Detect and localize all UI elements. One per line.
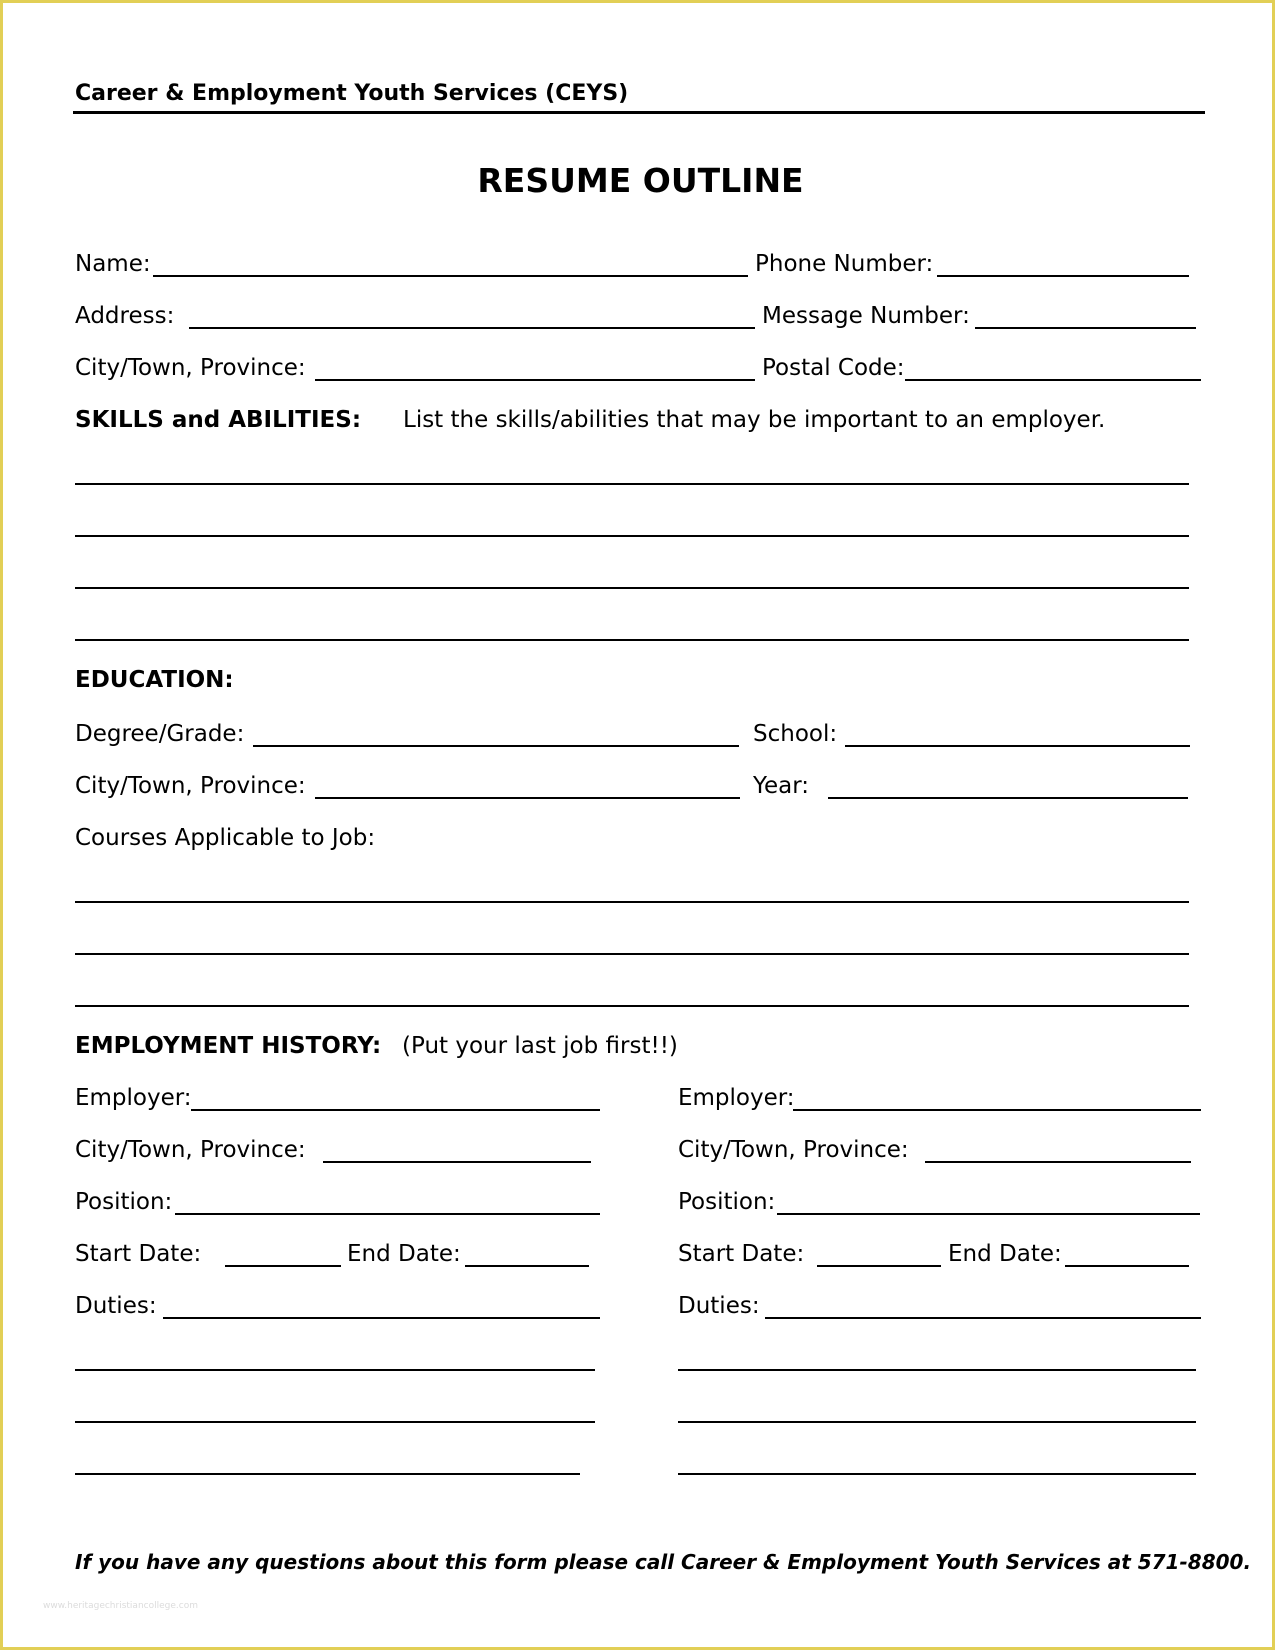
right-start-field[interactable] — [817, 1265, 941, 1267]
address-label: Address: — [75, 303, 175, 329]
postal-field[interactable] — [905, 379, 1201, 381]
header-rule — [73, 111, 1205, 114]
city-label: City/Town, Province: — [75, 355, 306, 381]
courses-line-1[interactable] — [75, 901, 1189, 903]
left-position-field[interactable] — [175, 1213, 600, 1215]
left-end-label: End Date: — [347, 1241, 461, 1267]
watermark: www.heritagechristiancollege.com — [43, 1601, 198, 1611]
right-position-label: Position: — [678, 1189, 776, 1215]
employment-note: (Put your last job first!!) — [402, 1033, 678, 1059]
left-duties-field[interactable] — [163, 1317, 600, 1319]
page-title: RESUME OUTLINE — [477, 161, 804, 200]
footer-note: If you have any questions about this form please call Career & Employment Youth Services at 571-8800. — [75, 1550, 1252, 1574]
organization-name: Career & Employment Youth Services (CEYS) — [75, 81, 629, 106]
left-duties-line-1[interactable] — [75, 1369, 595, 1371]
courses-label: Courses Applicable to Job: — [75, 825, 376, 851]
degree-field[interactable] — [253, 745, 739, 747]
right-duties-line-3[interactable] — [678, 1473, 1196, 1475]
employment-heading: EMPLOYMENT HISTORY: — [75, 1033, 382, 1059]
right-start-label: Start Date: — [678, 1241, 805, 1267]
phone-field[interactable] — [937, 275, 1189, 277]
right-duties-label: Duties: — [678, 1293, 760, 1319]
courses-line-3[interactable] — [75, 1005, 1189, 1007]
right-employer-field[interactable] — [793, 1109, 1201, 1111]
left-duties-line-2[interactable] — [75, 1421, 595, 1423]
year-field[interactable] — [828, 797, 1188, 799]
right-employer-label: Employer: — [678, 1085, 795, 1111]
right-end-label: End Date: — [948, 1241, 1062, 1267]
name-field[interactable] — [153, 275, 748, 277]
right-duties-line-2[interactable] — [678, 1421, 1196, 1423]
city-field[interactable] — [315, 379, 755, 381]
message-label: Message Number: — [762, 303, 970, 329]
left-start-field[interactable] — [225, 1265, 341, 1267]
education-heading: EDUCATION: — [75, 667, 234, 693]
address-field[interactable] — [189, 327, 755, 329]
left-employer-label: Employer: — [75, 1085, 192, 1111]
right-position-field[interactable] — [777, 1213, 1200, 1215]
name-label: Name: — [75, 251, 151, 277]
left-employer-field[interactable] — [191, 1109, 600, 1111]
phone-label: Phone Number: — [755, 251, 934, 277]
school-field[interactable] — [845, 745, 1190, 747]
right-city-field[interactable] — [925, 1161, 1191, 1163]
postal-label: Postal Code: — [762, 355, 905, 381]
left-position-label: Position: — [75, 1189, 173, 1215]
skills-line-3[interactable] — [75, 587, 1189, 589]
edu-city-label: City/Town, Province: — [75, 773, 306, 799]
right-city-label: City/Town, Province: — [678, 1137, 909, 1163]
right-duties-line-1[interactable] — [678, 1369, 1196, 1371]
year-label: Year: — [753, 773, 810, 799]
courses-line-2[interactable] — [75, 953, 1189, 955]
edu-city-field[interactable] — [315, 797, 740, 799]
right-duties-field[interactable] — [765, 1317, 1201, 1319]
left-city-field[interactable] — [323, 1161, 591, 1163]
left-city-label: City/Town, Province: — [75, 1137, 306, 1163]
skills-heading: SKILLS and ABILITIES: — [75, 407, 362, 433]
left-end-field[interactable] — [465, 1265, 589, 1267]
right-end-field[interactable] — [1065, 1265, 1189, 1267]
left-start-label: Start Date: — [75, 1241, 202, 1267]
skills-line-4[interactable] — [75, 639, 1189, 641]
skills-instruction: List the skills/abilities that may be important to an employer. — [403, 407, 1106, 433]
skills-line-1[interactable] — [75, 483, 1189, 485]
left-duties-label: Duties: — [75, 1293, 157, 1319]
school-label: School: — [753, 721, 838, 747]
degree-label: Degree/Grade: — [75, 721, 245, 747]
left-duties-line-3[interactable] — [75, 1473, 580, 1475]
message-field[interactable] — [975, 327, 1196, 329]
skills-line-2[interactable] — [75, 535, 1189, 537]
